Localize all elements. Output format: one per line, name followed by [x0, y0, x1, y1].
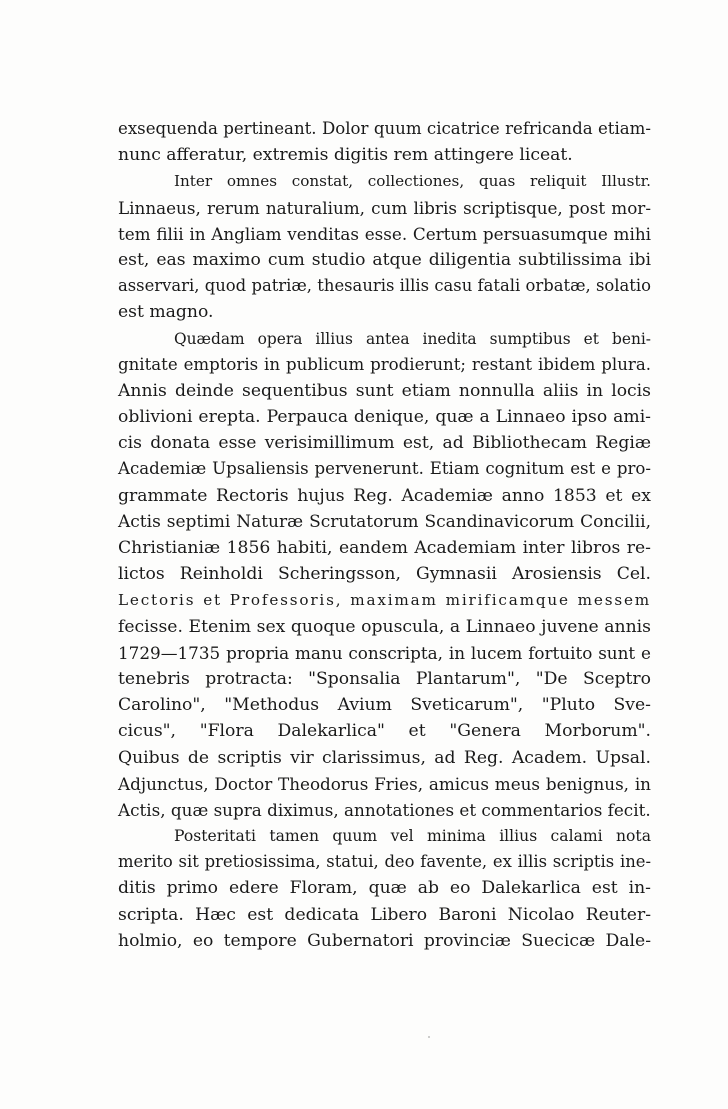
text-line: Inter omnes constat, collectiones, quas reliquit Illustr. [174, 172, 651, 191]
text-line: Posteritati tamen quum vel minima illius calami nota [174, 827, 651, 846]
text-line: Quibus de scriptis vir clarissimus, ad Reg. Academ. Upsal. [118, 747, 651, 768]
text-line: nunc afferatur, extremis digitis rem attingere liceat. [118, 145, 573, 166]
text-line: scripta. Hæc est dedicata Libero Baroni Nicolao Reuter- [118, 904, 651, 925]
paragraph-4 [118, 823, 651, 954]
text-line: cicus", "Flora Dalekarlica" et "Genera Morborum". [118, 721, 651, 742]
text-line: tenebris protracta: "Sponsalia Plantarum", "De Sceptro [118, 668, 651, 689]
text-line: Christianiæ 1856 habiti, eandem Academiam inter libros re- [118, 538, 651, 558]
body-text [118, 116, 651, 954]
text-line: grammate Rectoris hujus Reg. Academiæ anno 1853 et ex [118, 485, 651, 506]
text-line: est magno. [118, 302, 214, 323]
text-line: holmio, eo tempore Gubernatori provinciæ Suecicæ Dale- [118, 930, 651, 951]
text-line: Actis, quæ supra diximus, annotationes et commentarios fecit. [118, 799, 651, 820]
text-line: cis donata esse verisimillimum est, ad Bibliothecam Regiæ [118, 433, 651, 454]
paragraph-2 [118, 168, 651, 325]
text-line: ditis primo edere Floram, quæ ab eo Dalekarlica est in- [118, 878, 651, 899]
text-line: Actis septimi Naturæ Scrutatorum Scandinavicorum Concilii, [118, 511, 651, 532]
text-line: lictos Reinholdi Scheringsson, Gymnasii Arosiensis Cel. [118, 564, 651, 585]
text-line: Academiæ Upsaliensis pervenerunt. Etiam cognitum est e pro- [118, 459, 651, 479]
text-line: Linnaeus, rerum naturalium, cum libris scriptisque, post mor- [118, 197, 651, 218]
paragraph-3 [118, 326, 651, 824]
text-line: Annis deinde sequentibus sunt etiam nonnulla aliis in locis [118, 380, 651, 401]
paragraph-1 [118, 116, 651, 168]
text-line: tem filii in Angliam venditas esse. Certum persuasumque mihi [118, 223, 651, 244]
text-line: oblivioni erepta. Perpauca denique, quæ a Linnaeo ipso ami- [118, 407, 651, 428]
text-line: Lectoris et Professoris, maximam mirificamque messem [118, 591, 651, 610]
text-line: Quædam opera illius antea inedita sumptibus et beni- [174, 329, 651, 348]
text-line: fecisse. Etenim sex quoque opuscula, a Linnaeo juvene annis [118, 616, 651, 637]
text-line: 1729—1735 propria manu conscripta, in lucem fortuito sunt e [118, 642, 651, 663]
text-line: exsequenda pertineant. Dolor quum cicatrice refricanda etiam- [118, 119, 651, 138]
text-line: gnitate emptoris in publicum prodierunt; restant ibidem plura. [118, 354, 651, 374]
text-line: merito sit pretiosissima, statui, deo favente, ex illis scriptis ine- [118, 852, 651, 872]
scan-speck [428, 1036, 430, 1038]
text-line: Carolino", "Methodus Avium Sveticarum", "Pluto Sve- [118, 695, 651, 716]
text-line: Adjunctus, Doctor Theodorus Fries, amicus meus benignus, in [118, 773, 651, 794]
text-line: asservari, quod patriæ, thesauris illis casu fatali orbatæ, solatio [118, 276, 651, 296]
text-line: est, eas maximo cum studio atque diligentia subtilissima ibi [118, 249, 651, 270]
